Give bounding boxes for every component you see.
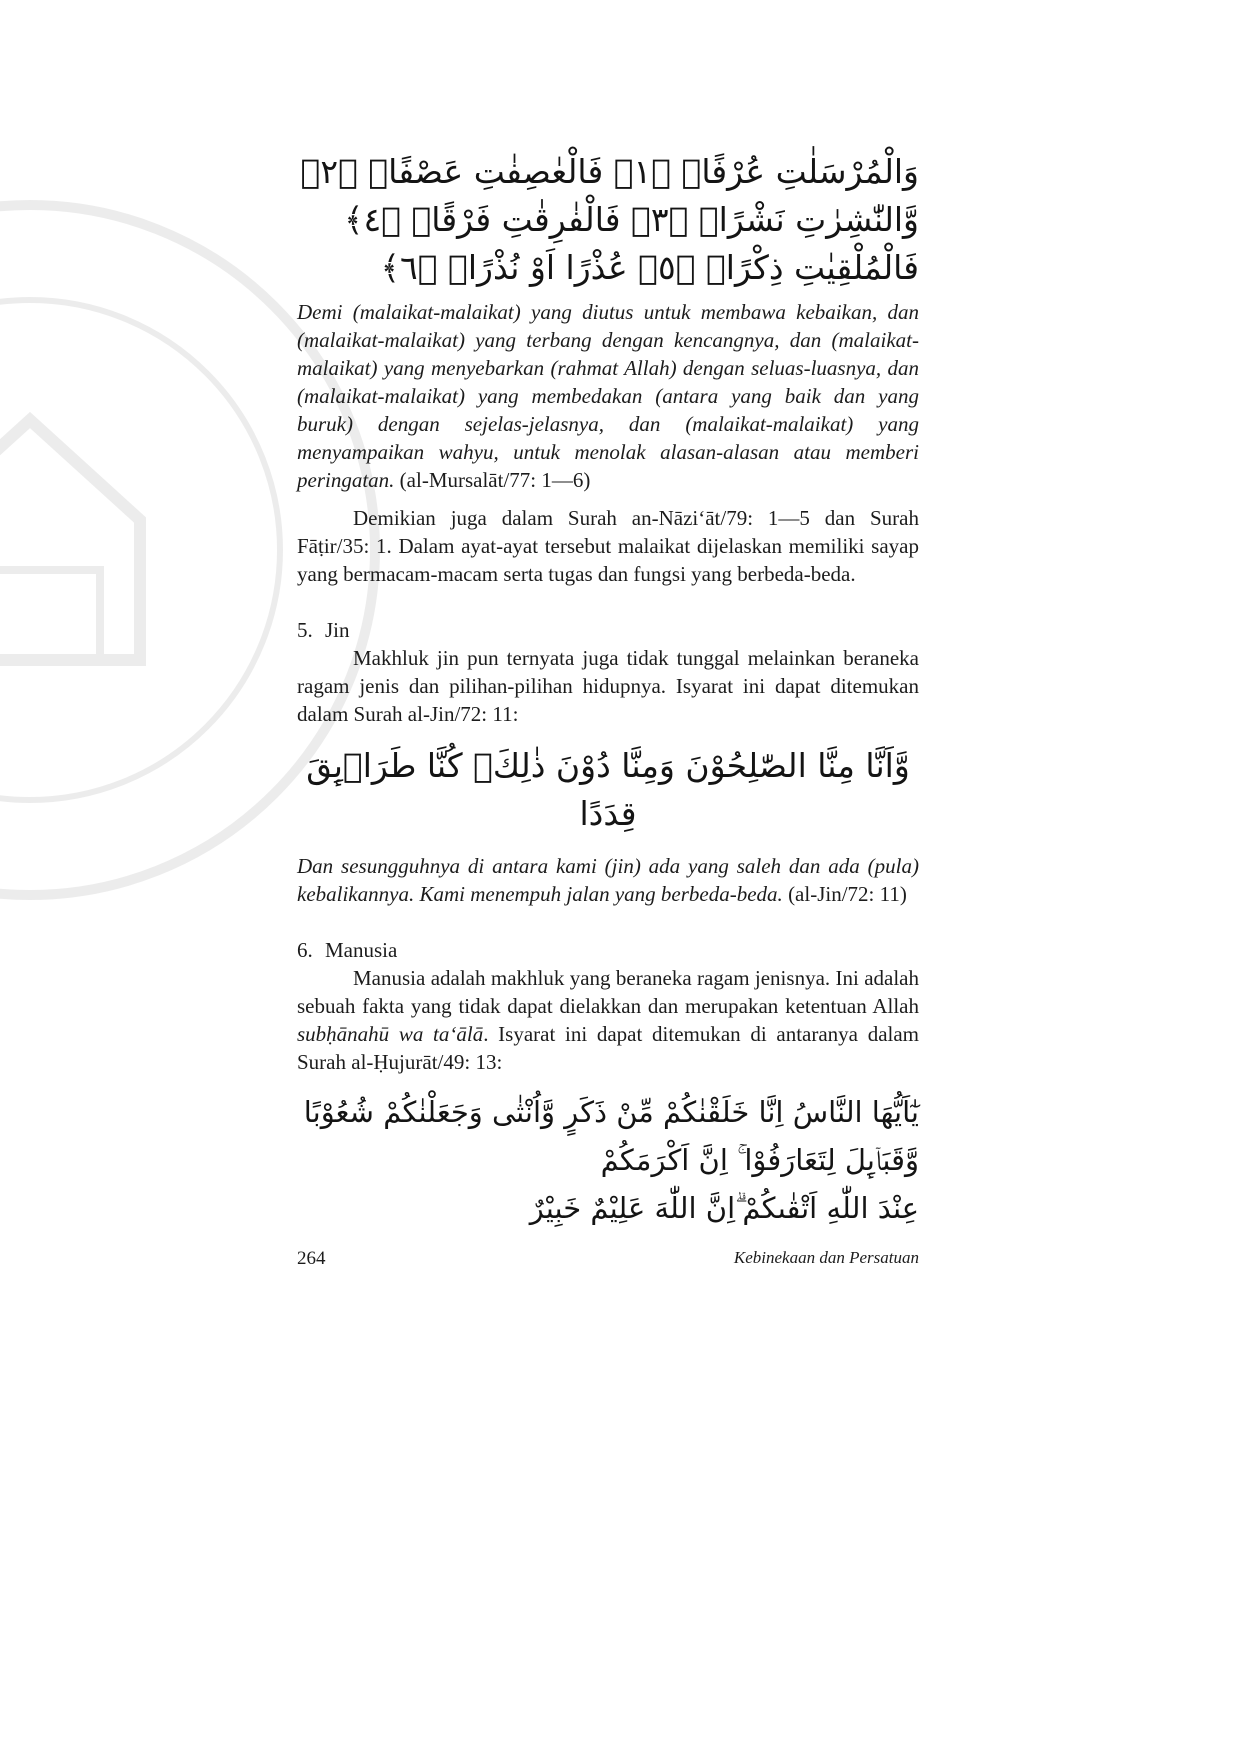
section-title: Jin bbox=[325, 618, 350, 642]
section-number: 5. bbox=[297, 618, 313, 642]
running-title: Kebinekaan dan Persatuan bbox=[733, 1248, 919, 1267]
arabic-line: وَّاَنَّا مِنَّا الصّٰلِحُوْنَ وَمِنَّا دُوْنَ ذٰلِكَۗ كُنَّا طَرَاۤىِٕقَ قِدَدًا bbox=[306, 746, 910, 833]
translation-text: Demi (malaikat-malaikat) yang diutus untuk membawa kebaikan, dan (malaikat-malaikat) yang terbang dengan kencangnya, dan (malaikat-malaikat) yang menyebarkan (rahmat Allah) dengan seluas-luasnya, dan (malaikat-malaikat) yang membedakan (antara yang baik dan yang buruk) dengan sejelas-jelasnya, dan (malaikat-malaikat) yang menyampaikan wahyu, untuk menolak alasan-alasan atau memberi peringatan. bbox=[297, 300, 919, 492]
paragraph-text: Manusia adalah makhluk yang beraneka ragam jenisnya. Ini adalah sebuah fakta yang tidak dapat dielakkan dan merupakan ketentuan Allah bbox=[297, 966, 919, 1018]
page-footer bbox=[297, 1248, 919, 1276]
quran-verse-mursalat bbox=[297, 148, 919, 292]
translation-text: Dan sesungguhnya di antara kami (jin) ada yang saleh dan ada (pula) kebalikannya. Kami menempuh jalan yang berbeda-beda. bbox=[297, 854, 919, 906]
verse-reference: (al-Jin/72: 11) bbox=[788, 882, 907, 906]
arabic-line: وَالْمُرْسَلٰتِ عُرْفًاۙ ﴿١﴾ فَالْعٰصِفٰتِ عَصْفًاۙ ﴿٢﴾ وَّالنّٰشِرٰتِ نَشْرًاۙ ﴿٣﴾ فَالْفٰرِقٰتِ فَرْقًاۙ ﴿٤﴾ bbox=[300, 152, 919, 239]
page-content bbox=[297, 140, 919, 1232]
section-number: 6. bbox=[297, 938, 313, 962]
verse-reference: (al-Mursalāt/77: 1—6) bbox=[399, 468, 591, 492]
paragraph-italic: subḥānahū wa ta‘ālā bbox=[297, 1022, 484, 1046]
translation-mursalat bbox=[297, 298, 919, 494]
arabic-line: فَالْمُلْقِيٰتِ ذِكْرًاۙ ﴿٥﴾ عُذْرًا اَوْ نُذْرًاۙ ﴿٦﴾ bbox=[380, 248, 919, 287]
body-paragraph bbox=[297, 964, 919, 1076]
body-paragraph: Makhluk jin pun ternyata juga tidak tunggal melainkan beraneka ragam jenis dan pilihan-pilihan hidupnya. Isyarat ini dapat ditemukan dalam Surah al-Jin/72: 11: bbox=[297, 646, 919, 726]
body-paragraph: Demikian juga dalam Surah an-Nāzi‘āt/79: 1—5 dan Surah Fāṭir/35: 1. Dalam ayat-ayat tersebut malaikat dijelaskan memiliki sayap yang bermacam-macam serta tugas dan fungsi yang berbeda-beda. bbox=[297, 506, 919, 586]
section-heading-manusia bbox=[297, 936, 919, 964]
section-title: Manusia bbox=[325, 938, 398, 962]
paragraph-text: . Isyarat ini dapat ditemukan di antaranya dalam Surah al-Ḥujurāt/49: 13: bbox=[297, 1022, 920, 1074]
quran-verse-jin bbox=[297, 742, 919, 838]
quran-verse-hujurat bbox=[297, 1088, 919, 1232]
arabic-line: عِنْدَ اللّٰهِ اَتْقٰىكُمْ ۗاِنَّ اللّٰهَ عَلِيْمٌ خَبِيْرٌ bbox=[529, 1191, 919, 1225]
arabic-line: يٰٓاَيُّهَا النَّاسُ اِنَّا خَلَقْنٰكُمْ مِّنْ ذَكَرٍ وَّاُنْثٰى وَجَعَلْنٰكُمْ شُعُوْبًا وَّقَبَاۤىِٕلَ لِتَعَارَفُوْا ۚ اِنَّ اَكْرَمَكُمْ bbox=[303, 1095, 919, 1177]
section-heading-jin bbox=[297, 616, 919, 644]
page-number: 264 bbox=[297, 1248, 326, 1269]
translation-jin bbox=[297, 852, 919, 908]
